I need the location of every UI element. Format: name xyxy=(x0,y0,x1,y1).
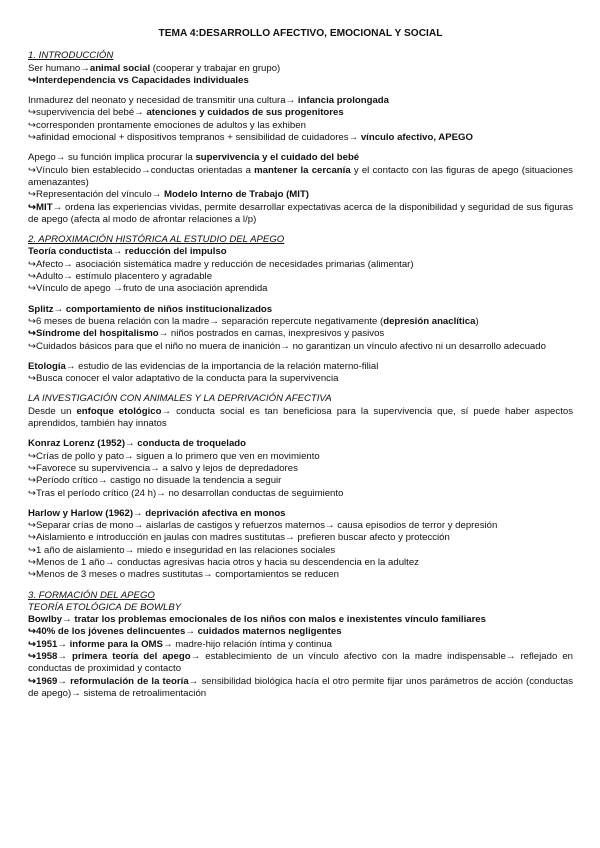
bold-term: depresión anaclítica xyxy=(383,315,476,327)
spacer xyxy=(28,385,573,393)
text-line xyxy=(28,189,573,201)
text-line xyxy=(28,361,573,373)
text-line: ↪Adulto→ estímulo placentero y agradable xyxy=(28,271,213,283)
bold-term: enfoque etológico xyxy=(76,405,162,417)
bold-term: animal social xyxy=(89,62,151,74)
text-line xyxy=(28,107,573,119)
text-line xyxy=(28,316,573,328)
bold-term: atenciones y cuidados de sus progenitores xyxy=(146,107,344,119)
subsection-heading: TEORÍA ETOLÓGICA DE BOWLBY xyxy=(28,601,182,613)
text-line xyxy=(28,246,573,258)
text-span: Apego→ su función implica procurar la xyxy=(28,152,196,164)
spacer xyxy=(28,582,573,590)
spacer xyxy=(28,87,573,95)
spacer xyxy=(28,430,573,438)
text-span: ↪Vínculo bien establecido→conductas orientadas a xyxy=(28,164,255,176)
text-line xyxy=(28,132,573,144)
bold-term: ↪1951→ informe para la OMS xyxy=(28,638,163,650)
text-line: ↪Separar crías de mono→ aislarlas de castigos y refuerzos maternos→ causa episodios de terror y depresión xyxy=(28,520,498,532)
text-span: Ser humano→ xyxy=(28,62,90,74)
bold-term: ↪1969→ reformulación de la teoría xyxy=(28,675,189,687)
text-line: ↪1 año de aislamiento→ miedo e inseguridad en las relaciones sociales xyxy=(28,544,336,556)
bold-term: mantener la cercanía xyxy=(254,164,351,176)
text-span: → estudio de las evidencias de la importancia de la relación materno-filial xyxy=(65,360,379,372)
text-line xyxy=(28,508,573,520)
bold-term: Splitz→ comportamiento de niños institucionalizados xyxy=(28,303,273,315)
bold-term: Bowlby→ tratar los problemas emocionales de los niños con malos e inexistentes vínculo familiares xyxy=(28,614,486,626)
text-span: y el contacto con las figuras de apego (situaciones amenazantes) xyxy=(28,164,573,188)
text-line xyxy=(28,626,573,638)
bold-term: ↪40% de los jóvenes delincuentes→ cuidados maternos negligentes xyxy=(28,626,342,638)
text-line: ↪Favorece su supervivencia→ a salvo y lejos de depredadores xyxy=(28,462,298,474)
text-line xyxy=(28,639,573,651)
bold-term: ↪MIT xyxy=(28,201,53,213)
text-span: ↪afinidad emocional + dispositivos tempranos + sensibilidad de cuidadores→ xyxy=(28,132,361,144)
text-span: ) xyxy=(475,315,479,327)
spacer xyxy=(28,500,573,508)
text-line xyxy=(28,676,573,701)
spacer xyxy=(28,296,573,304)
text-line: ↪Afecto→ asociación sistemática madre y reducción de necesidades primarias (alimentar) xyxy=(28,258,414,270)
text-span: → madre-hijo relación íntima y continua xyxy=(162,638,332,650)
text-line: ↪Menos de 3 meses o madres sustitutas→ comportamientos se reducen xyxy=(28,569,339,581)
section-2-heading: 2. APROXIMACIÓN HISTÓRICA AL ESTUDIO DEL APEGO xyxy=(28,234,285,246)
text-line xyxy=(28,165,573,190)
text-line: ↪Cuidados básicos para que el niño no muera de inanición→ no garantizan un vínculo afectivo ni un desarrollo adecuado xyxy=(28,340,546,352)
text-line: ↪Menos de 1 año→ conductas agresivas hacia otros y hacia su descendencia en la adultez xyxy=(28,556,419,568)
text-span: ↪Representación del vínculo→ xyxy=(28,189,165,201)
bold-term: infancia prolongada xyxy=(297,95,389,107)
text-span: (cooperar y trabajar en grupo) xyxy=(150,62,281,74)
text-line xyxy=(28,304,573,316)
bold-term: supervivencia y el cuidado del bebé xyxy=(195,152,360,164)
bold-term: ↪Interdependencia vs Capacidades individuales xyxy=(28,74,249,86)
text-line xyxy=(28,75,573,87)
text-line: ↪Tras el período crítico (24 h)→ no desarrollan conductas de seguimiento xyxy=(28,487,344,499)
text-line: ↪Período crítico→ castigo no disuade la tendencia a seguir xyxy=(28,475,282,487)
section-1-heading: 1. INTRODUCCIÓN xyxy=(28,50,114,62)
text-span: Desde un xyxy=(28,405,77,417)
spacer xyxy=(28,226,573,234)
bold-term: Modelo Interno de Trabajo (MIT) xyxy=(164,189,310,201)
page-title: TEMA 4:DESARROLLO AFECTIVO, EMOCIONAL Y SOCIAL xyxy=(158,28,443,39)
text-line xyxy=(28,152,573,164)
document-page xyxy=(28,28,573,700)
text-line: ↪Vínculo de apego →fruto de una asociación aprendida xyxy=(28,283,268,295)
text-line xyxy=(28,651,573,676)
text-span: Inmadurez del neonato y necesidad de transmitir una cultura→ xyxy=(28,95,298,107)
bold-term: Konraz Lorenz (1952)→ conducta de troquelado xyxy=(28,438,247,450)
text-span: → sensibilidad biológica hacía el otro permite fijar unos parámetros de acción (conductas de apego)→ sistema de retroalimentación xyxy=(28,675,573,699)
text-line: ↪Aislamiento e introducción en jaulas con madres sustitutas→ prefieren buscar afecto y protección xyxy=(28,532,450,544)
bold-term: vínculo afectivo, APEGO xyxy=(360,132,473,144)
text-line xyxy=(28,202,573,227)
text-line xyxy=(28,406,573,431)
text-span: ↪supervivencia del bebé→ xyxy=(28,107,147,119)
text-span: → ordena las experiencias vividas, permite desarrollar expectativas acerca de la disponibilidad y seguridad de sus figuras de apego (afecta al modo de afrontar relaciones a l/p) xyxy=(28,201,573,225)
bold-term: Harlow y Harlow (1962)→ deprivación afectiva en monos xyxy=(28,507,286,519)
text-span: → establecimiento de un vínculo afectivo con la madre indispensable→ reflejado en conductas de proximidad y contacto xyxy=(28,651,573,675)
text-line xyxy=(28,95,573,107)
spacer xyxy=(28,353,573,361)
text-line: ↪Crías de pollo y pato→ siguen a lo primero que ven en movimiento xyxy=(28,450,320,462)
bold-term: ↪Síndrome del hospitalismo xyxy=(28,328,159,340)
bold-term: Etología xyxy=(28,360,66,372)
text-line xyxy=(28,63,573,75)
text-span: → conducta social es tan beneficiosa para la supervivencia que, sí puede haber aspectos aprendidos, también hay innatos xyxy=(28,405,573,430)
text-line xyxy=(28,328,573,340)
text-line: ↪Busca conocer el valor adaptativo de la conducta para la supervivencia xyxy=(28,373,339,385)
text-line xyxy=(28,438,573,450)
spacer xyxy=(28,144,573,152)
bold-term: Teoría conductista→ reducción del impulso xyxy=(28,246,227,258)
subsection-heading: LA INVESTIGACIÓN CON ANIMALES Y LA DEPRIVACIÓN AFECTIVA xyxy=(28,393,332,405)
text-line: ↪corresponden prontamente emociones de adultos y las exhiben xyxy=(28,119,306,131)
bold-term: ↪1958→ primera teoría del apego xyxy=(28,651,191,663)
section-3-heading: 3. FORMACIÓN DEL APEGO xyxy=(28,589,155,601)
text-span: → niños postrados en camas, inexpresivos y pasivos xyxy=(158,328,385,340)
text-span: ↪6 meses de buena relación con la madre→ separación repercute negativamente ( xyxy=(28,315,384,327)
text-line xyxy=(28,614,573,626)
